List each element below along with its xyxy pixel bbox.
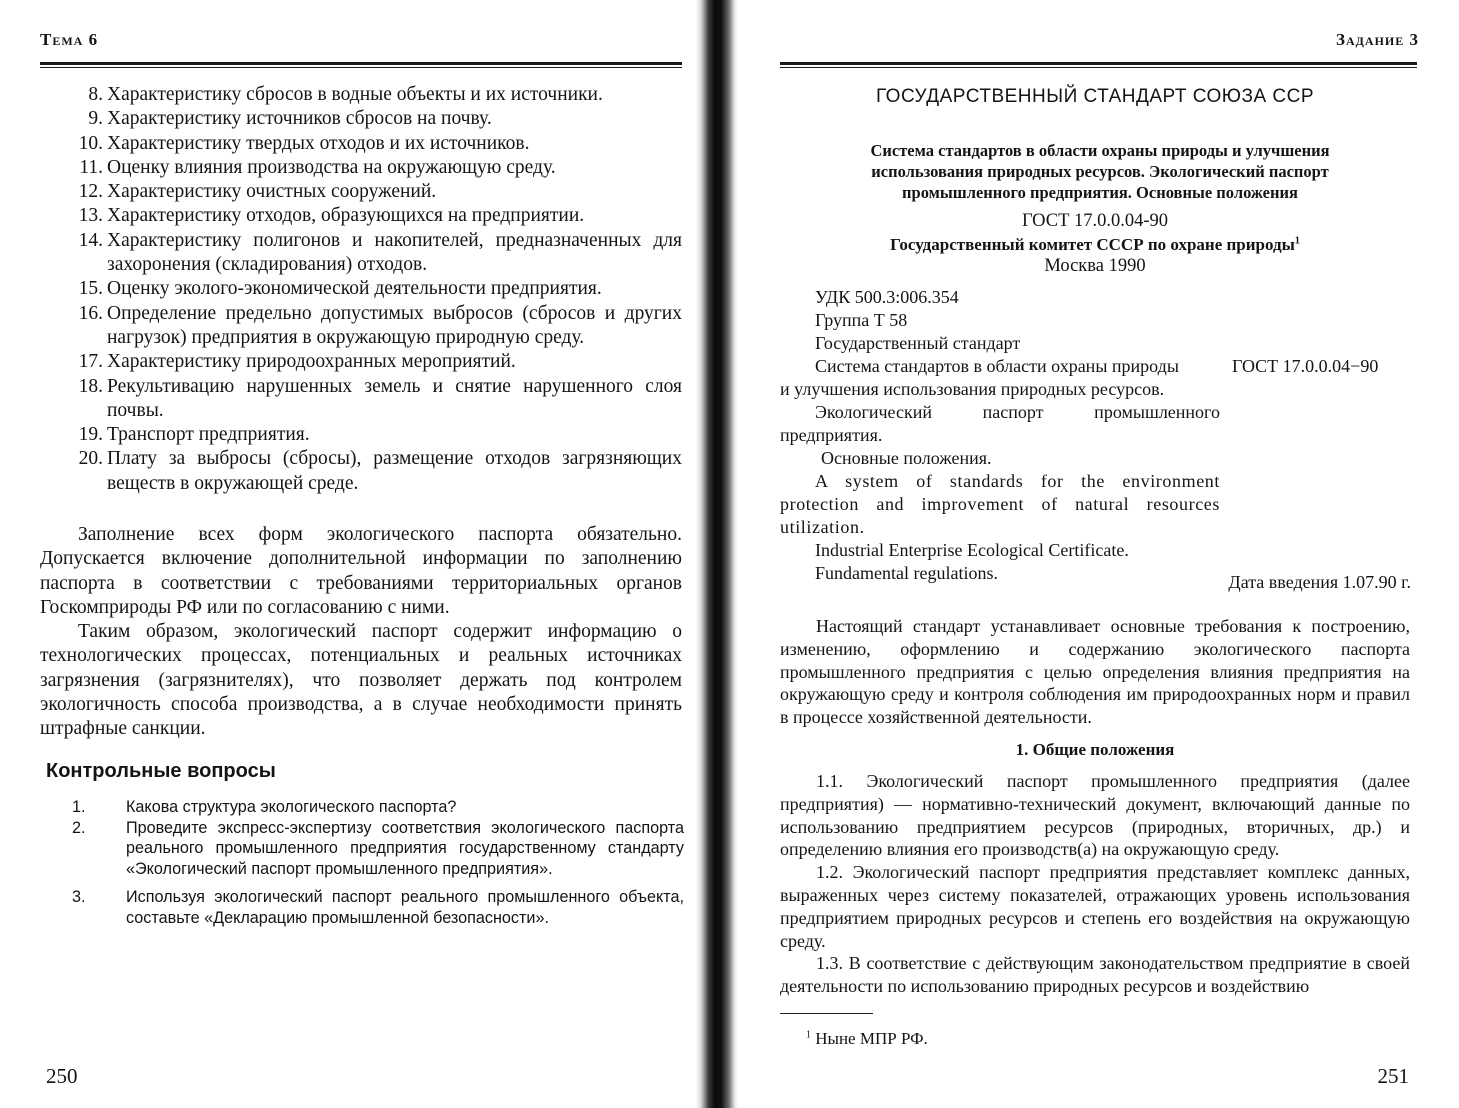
list-number: 14.	[78, 229, 103, 251]
list-text: Характеристику природоохранных мероприятий.	[107, 351, 516, 373]
page-number-right: 251	[1377, 1064, 1409, 1088]
list-number: 10.	[78, 132, 103, 154]
committee-line	[780, 235, 1410, 255]
list-number: 15.	[78, 278, 103, 300]
list-text: Рекультивацию нарушенных земель и снятие нарушенного слоя почвы.	[107, 375, 682, 421]
question-text: Какова структура экологического паспорта?	[126, 798, 457, 816]
section-body	[780, 770, 1410, 998]
list-number: 16.	[78, 302, 103, 324]
list-item	[40, 423, 682, 447]
standard-system-title: Система стандартов в области охраны природы и улучшения использования природных ресурсов. Экологический паспорт промышленного предприятия. Основные положения	[870, 141, 1330, 202]
questions-list	[72, 797, 684, 929]
list-item	[40, 204, 682, 228]
list-number: 11.	[79, 156, 103, 178]
list-text: Транспорт предприятия.	[107, 424, 310, 446]
state-standard-line: Государственный стандарт	[815, 333, 1021, 353]
list-text: Характеристику источников сбросов на почву.	[107, 108, 492, 130]
english-certificate: Industrial Enterprise Ecological Certificate.	[815, 540, 1129, 560]
list-number: 12.	[78, 181, 103, 203]
system-line: Система стандартов в области охраны природы	[815, 356, 1179, 376]
list-text: Характеристику полигонов и накопителей, предназначенных для захоронения (складирования) отходов.	[107, 229, 682, 276]
header-rule-thin	[40, 67, 682, 68]
list-text: Характеристику сбросов в водные объекты и их источники.	[107, 84, 603, 105]
paragraph: Таким образом, экологический паспорт содержит информацию о технологических процессах, потенциальных и реальных источниках загрязнения (загрязнителях), что позволяет держать под контролем экологичность способа производства, а в случае необходимости принять штрафные санкции.	[40, 621, 682, 740]
numbered-list	[40, 83, 682, 496]
english-title: A system of standards for the environment protection and improvement of natural resources utilization.	[780, 471, 1220, 537]
list-number: 17.	[78, 351, 103, 373]
book-spine	[696, 0, 738, 1108]
left-page	[0, 0, 700, 1108]
list-text: Характеристику твердых отходов и их источников.	[107, 132, 530, 154]
paragraph: Заполнение всех форм экологического паспорта обязательно. Допускается включение дополнительной информации по заполнению паспорта в соответствии с требованиями территориальных органов Госкомприроды РФ или по согласованию с ними.	[40, 524, 682, 618]
header-rule-thin	[780, 67, 1417, 68]
running-head-right: Задание 3	[1336, 30, 1419, 49]
list-number: 19.	[78, 424, 103, 446]
list-number: 9.	[88, 108, 103, 130]
list-item	[40, 180, 682, 204]
english-regulations: Fundamental regulations.	[815, 563, 998, 583]
list-text: Характеристику отходов, образующихся на предприятии.	[107, 205, 585, 227]
footnote	[806, 1029, 928, 1049]
footnote-marker: 1	[1294, 235, 1300, 247]
footnote-rule	[780, 1013, 873, 1014]
list-number: 18.	[78, 375, 103, 397]
metadata-block	[780, 286, 1220, 585]
header-rule-thick	[780, 62, 1417, 65]
eco-passport-line: Экологический паспорт промышленного предприятия.	[780, 402, 1220, 445]
section-title: 1. Общие положения	[1015, 740, 1175, 759]
right-page	[740, 0, 1459, 1108]
group-line: Группа Т 58	[815, 310, 908, 330]
paragraph: 1.3. В соответствие с действующим законодательством предприятие в своей деятельности по использованию природных ресурсов и воздействию	[780, 953, 1410, 997]
paragraph: 1.1. Экологический паспорт промышленного предприятия (далее предприятия) — нормативно-технический документ, включающий данные по использованию предприятием ресурсов (природных, вторичных, др.) и определению влияния его производств(а) на окружающую среду.	[780, 771, 1410, 860]
system-line: и улучшения использования природных ресурсов.	[780, 379, 1165, 399]
list-text: Определение предельно допустимых выбросов (сбросов и других нагрузок) предприятия в окружающую природную среду.	[107, 302, 682, 348]
list-text: Характеристику очистных сооружений.	[107, 181, 437, 203]
paragraph: Настоящий стандарт устанавливает основные требования к построению, изменению, оформлению и содержанию экологического паспорта промышленного предприятия с целью определения влияния предприятия на окружающую среду и контроля соблюдения им природоохранных норм и правил в процессе хозяйственной деятельности.	[780, 616, 1410, 728]
running-head-left: Тема 6	[40, 30, 99, 49]
question-number: 3.	[72, 888, 86, 907]
list-item	[40, 375, 682, 424]
list-item	[40, 83, 682, 107]
list-text: Оценку влияния производства на окружающую среду.	[107, 156, 556, 178]
introduction-date: Дата введения 1.07.90 г.	[1228, 572, 1411, 592]
question-number: 1.	[72, 798, 86, 816]
list-number: 8.	[88, 84, 103, 105]
committee-text: Государственный комитет СССР по охране природы	[890, 235, 1295, 254]
intro-paragraph-block	[780, 615, 1410, 729]
paragraph: 1.2. Экологический паспорт предприятия представляет комплекс данных, выраженных через систему показателей, отражающих уровень использования предприятием природных ресурсов и степень его воздействия на окружающую среду.	[780, 862, 1410, 951]
body-paragraphs	[40, 523, 682, 742]
gost-side-code: ГОСТ 17.0.0.04−90	[1232, 356, 1379, 376]
question-number: 2.	[72, 818, 86, 837]
gost-code: ГОСТ 17.0.0.04-90	[1021, 211, 1169, 231]
main-provisions-line: Основные положения.	[821, 448, 992, 468]
list-number: 20.	[78, 448, 103, 470]
list-text: Оценку эколого-экономической деятельности предприятия.	[107, 278, 602, 300]
header-rule-thick	[40, 62, 682, 65]
page-number-left: 250	[46, 1064, 78, 1088]
list-item	[72, 797, 684, 818]
footnote-text: Ныне МПР РФ.	[815, 1029, 928, 1048]
city-year: Москва 1990	[1044, 256, 1146, 276]
list-item	[40, 156, 682, 180]
udk-line: УДК 500.3:006.354	[815, 287, 959, 307]
list-item	[72, 818, 684, 880]
question-text: Используя экологический паспорт реального промышленного объекта, составьте «Декларацию промышленной безопасности».	[126, 888, 684, 927]
question-text: Проведите экспресс-экспертизу соответствия экологического паспорта реального промышленного предприятия государственному стандарту «Экологический паспорт промышленного предприятия».	[126, 818, 684, 878]
list-item	[40, 447, 682, 496]
list-item	[40, 107, 682, 131]
questions-heading: Контрольные вопросы	[46, 760, 276, 782]
list-item	[40, 229, 682, 278]
list-item	[40, 277, 682, 301]
list-item	[72, 887, 684, 928]
list-item	[40, 350, 682, 374]
list-number: 13.	[78, 205, 103, 227]
list-text: Плату за выбросы (сбросы), размещение отходов загрязняющих веществ в окружающей среде.	[107, 448, 682, 494]
footnote-marker: 1	[806, 1029, 811, 1041]
standard-heading: ГОСУДАРСТВЕННЫЙ СТАНДАРТ СОЮЗА ССР	[875, 86, 1315, 107]
list-item	[40, 302, 682, 351]
list-item	[40, 132, 682, 156]
